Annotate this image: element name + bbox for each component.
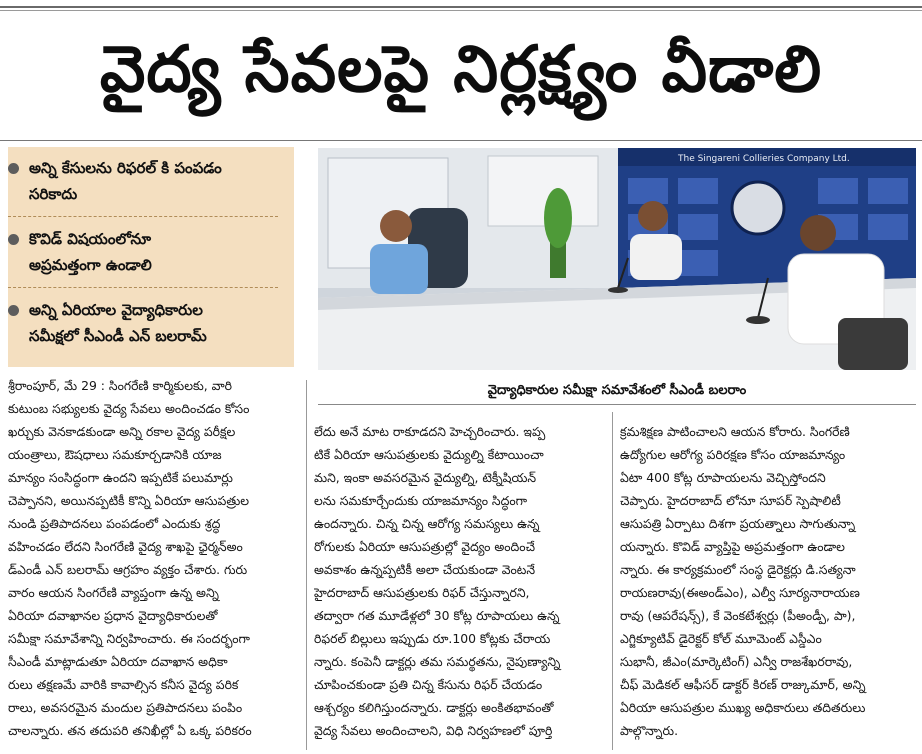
column-1-line: రాలు, అవసరమైన మందుల ప్రతిపాదనలు పంపిం — [8, 700, 243, 715]
column-1-line: వారం ఆయన సింగరేణి వ్యాప్తంగా ఉన్న అన్ని — [8, 585, 219, 600]
column-1-line: సమీక్షా సమావేశాన్ని నిర్వహించారు. ఈ సందర్భంగా — [8, 631, 250, 646]
top-rule — [0, 6, 922, 8]
photo-caption: వైద్యాధికారుల సమీక్షా సమావేశంలో సీఎండీ బలరాం — [487, 383, 747, 398]
column-2-line: లేదు అనే మాట రాకూడదని హెచ్చరించారు. ఇప్ప — [314, 424, 546, 439]
column-1-line: సీఎండీ మాట్లాడుతూ ఏరియా దవాఖాన అధికా — [8, 654, 228, 669]
bullet-dot-icon — [8, 234, 19, 245]
top-rule-thin — [0, 10, 922, 11]
bullet-dot-icon — [8, 305, 19, 316]
highlight-1-line-1: అన్ని కేసులను రిఫరల్ కి పంపడం — [29, 159, 222, 177]
column-2-line: వైద్య సేవలు అందించాలని, విధి నిర్వహణలో పూర్తి — [314, 723, 553, 738]
column-1-line: మాన్యం సంసిద్ధంగా ఉందని ఇప్పటికే పలుమార్లు — [8, 470, 233, 485]
photo-banner-text: The Singareni Collieries Company Ltd. — [678, 154, 850, 164]
column-2-line: లను సమకూర్చేందుకు యాజమాన్యం సిద్ధంగా — [314, 493, 528, 508]
article-column-2 — [314, 420, 604, 742]
highlight-1-line-2: సరికాదు — [29, 185, 78, 203]
column-1-line: నుండి ప్రతిపాదనలు పంపడంలో ఎందుకు శ్రద్ధ — [8, 516, 221, 531]
bullet-dot-icon — [8, 163, 19, 174]
column-1-line: కుటుంబ సభ్యులకు వైద్య సేవలు అందించడం కోసం — [8, 401, 250, 416]
headline: వైద్య సేవలపై నిర్లక్ష్యం వీడాలి — [99, 32, 823, 107]
highlight-2-line-1: కొవిడ్ విషయంలోనూ — [29, 230, 152, 248]
headline-rule — [0, 140, 922, 141]
column-2-line: రోగులకు ఏరియా ఆసుపత్రుల్లో వైద్యం అందించే — [314, 539, 535, 554]
column-1-line: డ్ఎండీ ఎన్ బలరామ్ ఆగ్రహం వ్యక్తం చేశారు. గురు — [8, 562, 248, 577]
column-3-line: ఉద్యోగుల ఆరోగ్య పరిరక్షణ కోసం యాజమాన్యం — [620, 447, 846, 462]
column-3-line: ఏరియా ఆసుపత్రుల ముఖ్య అధికారులు తదితరులు — [620, 700, 866, 715]
column-2-line: మని, ఇంకా అవసరమైన వైద్యుల్ని, టెక్నీషియన్ — [314, 470, 537, 485]
column-3-line: ఆసుపత్రి ఏర్పాటు దిశగా ప్రయత్నాలు సాగుతున్నా — [620, 516, 856, 531]
column-3-line: రాయణరావు(ఈఅండ్ఎం), ఎల్వీ సూర్యనారాయణ — [620, 585, 860, 600]
column-3-line: చీఫ్ మెడికల్ ఆఫీసర్ డాక్టర్ కిరణ్ రాజ్కుమార్, అన్ని — [620, 677, 866, 692]
column-divider — [612, 412, 613, 750]
column-3-line: రావు (ఆపరేషన్స్), కే వెంకటేశ్వర్లు (పీఅండ్పీ, పా), — [620, 608, 856, 623]
highlight-2-line-2: అప్రమత్తంగా ఉండాలి — [29, 256, 152, 274]
highlight-item-1 — [8, 155, 278, 207]
column-1-line: ఏరియా దవాఖానల ప్రధాన వైద్యాధికారులతో — [8, 608, 218, 623]
article-column-1 — [8, 374, 298, 742]
column-2-line: చూపించకుండా ప్రతి చిన్న కేసును రిఫర్ చేయడం — [314, 677, 543, 692]
column-2-line: న్నారు. కంపెనీ డాక్టర్లు తమ సమర్థతను, నైపుణ్యాన్ని — [314, 654, 561, 669]
column-2-line: అవకాశం ఉన్నప్పటికీ అలా చేయకుండా వెంటనే — [314, 562, 536, 577]
highlight-separator — [8, 287, 278, 288]
column-2-line: ఉందన్నారు. చిన్న చిన్న ఆరోగ్య సమస్యలు ఉన్న — [314, 516, 540, 531]
column-3-line: న్నారు. ఈ కార్యక్రమంలో సంస్థ డైరెక్టర్లు డి.సత్యనా — [620, 562, 856, 577]
column-2-line: రిఫరల్ బిల్లులు ఇప్పుడు రూ.100 కోట్లకు చేరాయ — [314, 631, 551, 646]
column-3-line: సుభానీ, జీఎం(మార్కెటింగ్) ఎన్వీ రాజశేఖరరావు, — [620, 654, 853, 669]
column-2-line: ఆశ్చర్యం కలిగిస్తుందన్నారు. డాక్టర్లు అంకితభావంతో — [314, 700, 554, 715]
column-2-line: టికే ఏరియా ఆసుపత్రులకు వైద్యుల్ని కేటాయించా — [314, 447, 544, 462]
highlight-separator — [8, 216, 278, 217]
column-3-line: ఎగ్జిక్యూటివ్ డైరెక్టర్ కోల్ మూమెంట్ ఎస్డీఎం — [620, 631, 822, 646]
column-1-line: శ్రీరాంపూర్, మే 29 : సింగరేణి కార్మికులకు, వారి — [8, 378, 232, 393]
column-1-line: యంత్రాలు, ఔషధాలు సమకూర్చడానికి యాజ — [8, 447, 222, 462]
column-3-line: పాల్గొన్నారు. — [620, 723, 679, 738]
column-1-line: చెప్పానని, అయినప్పటికీ కొన్ని ఏరియా ఆసుపత్రుల — [8, 493, 250, 508]
meeting-photo — [318, 148, 916, 370]
highlight-item-2 — [8, 226, 278, 278]
column-3-line: ఏటా 400 కోట్ల రూపాయలను వెచ్చిస్తోందని — [620, 470, 826, 485]
article-column-3 — [620, 420, 916, 742]
column-2-line: హైదరాబాద్ ఆసుపత్రులకు రిఫర్ చేస్తున్నారని, — [314, 585, 530, 600]
column-1-line: చాలన్నారు. తన తదుపరి తనిఖీల్లో ఏ ఒక్క పరికరం — [8, 723, 252, 738]
highlight-item-3 — [8, 297, 278, 349]
column-1-line: ఖర్చుకు వెనకాడకుండా అన్ని రకాల వైద్య పరీక్షల — [8, 424, 236, 439]
column-divider — [306, 380, 307, 750]
column-1-line: వహించడం లేదని సింగరేణి వైద్య శాఖపై ఛైర్మన్అం — [8, 539, 243, 554]
column-1-line: రులు తక్షణమే వారికి కావాల్సిన కనీస వైద్య పరిక — [8, 677, 239, 692]
meeting-photo-illustration — [318, 148, 916, 370]
column-3-line: క్రమశిక్షణ పాటించాలని ఆయన కోరారు. సింగరేణి — [620, 424, 850, 439]
column-3-line: యన్నారు. కొవిడ్ వ్యాప్తిపై అప్రమత్తంగా ఉండాల — [620, 539, 845, 554]
highlight-3-line-1: అన్ని ఏరియాల వైద్యాధికారుల — [29, 301, 203, 319]
caption-rule — [318, 404, 916, 405]
column-3-line: చెప్పారు. హైదరాబాద్ లోనూ సూపర్ స్పెషాలిటీ — [620, 493, 841, 508]
highlight-3-line-2: సమీక్షలో సీఎండీ ఎన్ బలరామ్ — [29, 327, 207, 345]
column-2-line: తద్వారా గత మూడేళ్లలో 30 కోట్ల రూపాయలు ఉన్న — [314, 608, 560, 623]
